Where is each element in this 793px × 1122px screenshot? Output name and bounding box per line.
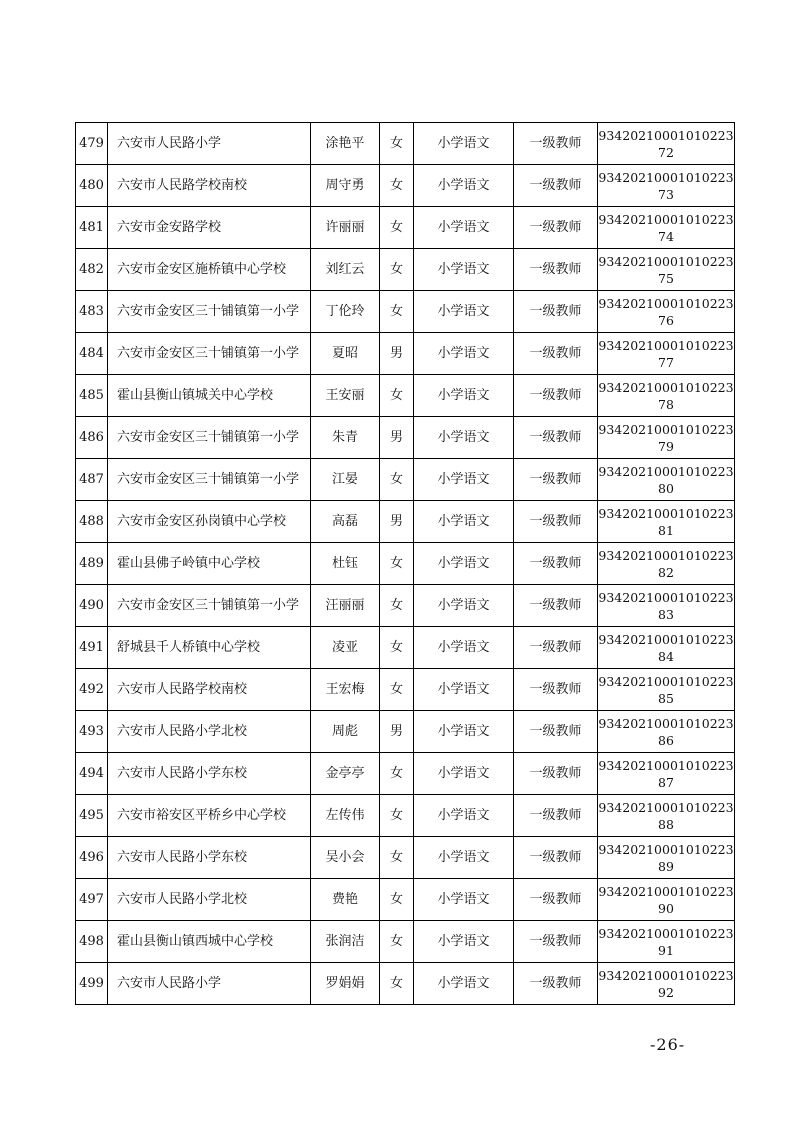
subject: 小学语文 [414, 669, 514, 711]
certificate-number-line2: 82 [658, 564, 674, 580]
table-row [76, 753, 735, 795]
subject: 小学语文 [414, 795, 514, 837]
certificate-number [598, 669, 735, 711]
certificate-number [598, 501, 735, 543]
table-row [76, 501, 735, 543]
table-row [76, 711, 735, 753]
certificate-number-line1: 93420210001010223 [598, 463, 734, 479]
table-row [76, 417, 735, 459]
gender: 男 [380, 501, 414, 543]
certificate-number [598, 165, 735, 207]
school-name: 霍山县衡山镇西城中心学校 [108, 921, 311, 963]
teacher-name: 凌亚 [311, 627, 380, 669]
table-row [76, 585, 735, 627]
professional-title: 一级教师 [514, 837, 598, 879]
teacher-name: 吴小会 [311, 837, 380, 879]
certificate-number-line1: 93420210001010223 [598, 925, 734, 941]
teacher-name: 刘红云 [311, 249, 380, 291]
teacher-name: 许丽丽 [311, 207, 380, 249]
professional-title: 一级教师 [514, 417, 598, 459]
table-row [76, 249, 735, 291]
certificate-number-line2: 87 [658, 774, 674, 790]
school-name: 六安市人民路小学北校 [108, 711, 311, 753]
gender: 女 [380, 627, 414, 669]
professional-title: 一级教师 [514, 585, 598, 627]
certificate-number [598, 711, 735, 753]
certificate-number-line2: 91 [658, 942, 674, 958]
professional-title: 一级教师 [514, 501, 598, 543]
teacher-name: 汪丽丽 [311, 585, 380, 627]
professional-title: 一级教师 [514, 123, 598, 165]
teacher-name: 周守勇 [311, 165, 380, 207]
subject: 小学语文 [414, 837, 514, 879]
row-number: 497 [76, 879, 108, 921]
subject: 小学语文 [414, 501, 514, 543]
certificate-number-line2: 75 [658, 270, 674, 286]
gender: 女 [380, 249, 414, 291]
certificate-number [598, 333, 735, 375]
subject: 小学语文 [414, 207, 514, 249]
table-row [76, 123, 735, 165]
school-name: 六安市金安区三十铺镇第一小学 [108, 291, 311, 333]
gender: 女 [380, 207, 414, 249]
table-row [76, 543, 735, 585]
certificate-number-line2: 89 [658, 858, 674, 874]
professional-title: 一级教师 [514, 375, 598, 417]
row-number: 499 [76, 963, 108, 1005]
table-row [76, 291, 735, 333]
school-name: 六安市金安区三十铺镇第一小学 [108, 417, 311, 459]
certificate-number-line2: 84 [658, 648, 674, 664]
teacher-name: 朱青 [311, 417, 380, 459]
certificate-number [598, 249, 735, 291]
school-name: 六安市金安路学校 [108, 207, 311, 249]
school-name: 六安市金安区施桥镇中心学校 [108, 249, 311, 291]
school-name: 六安市人民路学校南校 [108, 669, 311, 711]
professional-title: 一级教师 [514, 291, 598, 333]
professional-title: 一级教师 [514, 753, 598, 795]
table-row [76, 627, 735, 669]
row-number: 480 [76, 165, 108, 207]
certificate-number-line2: 92 [658, 984, 674, 1000]
certificate-number-line1: 93420210001010223 [598, 673, 734, 689]
professional-title: 一级教师 [514, 207, 598, 249]
row-number: 483 [76, 291, 108, 333]
professional-title: 一级教师 [514, 879, 598, 921]
certificate-number-line2: 76 [658, 312, 674, 328]
subject: 小学语文 [414, 249, 514, 291]
professional-title: 一级教师 [514, 963, 598, 1005]
certificate-number-line1: 93420210001010223 [598, 169, 734, 185]
row-number: 488 [76, 501, 108, 543]
certificate-number-line1: 93420210001010223 [598, 379, 734, 395]
certificate-number [598, 291, 735, 333]
certificate-number-line2: 88 [658, 816, 674, 832]
school-name: 霍山县佛子岭镇中心学校 [108, 543, 311, 585]
school-name: 霍山县衡山镇城关中心学校 [108, 375, 311, 417]
gender: 女 [380, 753, 414, 795]
certificate-number-line1: 93420210001010223 [598, 799, 734, 815]
certificate-number [598, 879, 735, 921]
gender: 女 [380, 921, 414, 963]
certificate-number-line1: 93420210001010223 [598, 211, 734, 227]
teacher-name: 王宏梅 [311, 669, 380, 711]
teacher-name: 杜钰 [311, 543, 380, 585]
teacher-name: 高磊 [311, 501, 380, 543]
subject: 小学语文 [414, 921, 514, 963]
teacher-name: 江晏 [311, 459, 380, 501]
table-row [76, 207, 735, 249]
subject: 小学语文 [414, 753, 514, 795]
row-number: 491 [76, 627, 108, 669]
certificate-number [598, 123, 735, 165]
gender: 男 [380, 333, 414, 375]
school-name: 六安市人民路小学东校 [108, 837, 311, 879]
certificate-number-line2: 86 [658, 732, 674, 748]
certificate-number [598, 375, 735, 417]
table-row [76, 165, 735, 207]
school-name: 舒城县千人桥镇中心学校 [108, 627, 311, 669]
school-name: 六安市人民路学校南校 [108, 165, 311, 207]
row-number: 490 [76, 585, 108, 627]
row-number: 482 [76, 249, 108, 291]
row-number: 495 [76, 795, 108, 837]
school-name: 六安市人民路小学东校 [108, 753, 311, 795]
certificate-number-line1: 93420210001010223 [598, 631, 734, 647]
roster-body [76, 123, 735, 1005]
gender: 女 [380, 585, 414, 627]
certificate-number [598, 417, 735, 459]
subject: 小学语文 [414, 459, 514, 501]
teacher-roster-table [75, 122, 735, 1005]
professional-title: 一级教师 [514, 333, 598, 375]
professional-title: 一级教师 [514, 459, 598, 501]
gender: 女 [380, 165, 414, 207]
table-row [76, 837, 735, 879]
teacher-name: 金亭亭 [311, 753, 380, 795]
certificate-number-line1: 93420210001010223 [598, 757, 734, 773]
row-number: 498 [76, 921, 108, 963]
subject: 小学语文 [414, 375, 514, 417]
certificate-number-line2: 73 [658, 186, 674, 202]
gender: 女 [380, 963, 414, 1005]
gender: 女 [380, 543, 414, 585]
gender: 女 [380, 795, 414, 837]
school-name: 六安市人民路小学北校 [108, 879, 311, 921]
row-number: 479 [76, 123, 108, 165]
row-number: 494 [76, 753, 108, 795]
subject: 小学语文 [414, 123, 514, 165]
certificate-number-line1: 93420210001010223 [598, 589, 734, 605]
certificate-number-line2: 81 [658, 522, 674, 538]
teacher-name: 夏昭 [311, 333, 380, 375]
gender: 女 [380, 459, 414, 501]
row-number: 492 [76, 669, 108, 711]
school-name: 六安市金安区三十铺镇第一小学 [108, 333, 311, 375]
teacher-name: 罗娟娟 [311, 963, 380, 1005]
school-name: 六安市金安区三十铺镇第一小学 [108, 585, 311, 627]
gender: 男 [380, 711, 414, 753]
certificate-number [598, 921, 735, 963]
certificate-number [598, 543, 735, 585]
certificate-number-line2: 85 [658, 690, 674, 706]
gender: 女 [380, 123, 414, 165]
gender: 女 [380, 879, 414, 921]
professional-title: 一级教师 [514, 249, 598, 291]
gender: 女 [380, 291, 414, 333]
certificate-number-line1: 93420210001010223 [598, 547, 734, 563]
table-row [76, 333, 735, 375]
row-number: 486 [76, 417, 108, 459]
gender: 男 [380, 417, 414, 459]
subject: 小学语文 [414, 165, 514, 207]
certificate-number-line1: 93420210001010223 [598, 295, 734, 311]
subject: 小学语文 [414, 543, 514, 585]
table-row [76, 459, 735, 501]
subject: 小学语文 [414, 417, 514, 459]
certificate-number-line1: 93420210001010223 [598, 253, 734, 269]
certificate-number [598, 207, 735, 249]
certificate-number-line1: 93420210001010223 [598, 841, 734, 857]
teacher-name: 王安丽 [311, 375, 380, 417]
certificate-number-line1: 93420210001010223 [598, 127, 734, 143]
school-name: 六安市金安区三十铺镇第一小学 [108, 459, 311, 501]
teacher-name: 涂艳平 [311, 123, 380, 165]
certificate-number-line2: 78 [658, 396, 674, 412]
certificate-number-line1: 93420210001010223 [598, 421, 734, 437]
certificate-number-line2: 90 [658, 900, 674, 916]
table-row [76, 921, 735, 963]
professional-title: 一级教师 [514, 795, 598, 837]
certificate-number-line2: 77 [658, 354, 674, 370]
school-name: 六安市裕安区平桥乡中心学校 [108, 795, 311, 837]
certificate-number-line1: 93420210001010223 [598, 883, 734, 899]
certificate-number-line2: 79 [658, 438, 674, 454]
professional-title: 一级教师 [514, 921, 598, 963]
row-number: 487 [76, 459, 108, 501]
gender: 女 [380, 837, 414, 879]
subject: 小学语文 [414, 291, 514, 333]
certificate-number [598, 459, 735, 501]
subject: 小学语文 [414, 711, 514, 753]
table-row [76, 795, 735, 837]
professional-title: 一级教师 [514, 627, 598, 669]
certificate-number-line1: 93420210001010223 [598, 505, 734, 521]
subject: 小学语文 [414, 627, 514, 669]
row-number: 493 [76, 711, 108, 753]
certificate-number-line2: 72 [658, 144, 674, 160]
subject: 小学语文 [414, 963, 514, 1005]
certificate-number [598, 795, 735, 837]
professional-title: 一级教师 [514, 669, 598, 711]
table-row [76, 669, 735, 711]
certificate-number-line1: 93420210001010223 [598, 715, 734, 731]
certificate-number [598, 963, 735, 1005]
subject: 小学语文 [414, 879, 514, 921]
subject: 小学语文 [414, 585, 514, 627]
page-number: -26- [650, 1035, 686, 1054]
row-number: 489 [76, 543, 108, 585]
gender: 女 [380, 375, 414, 417]
row-number: 484 [76, 333, 108, 375]
gender: 女 [380, 669, 414, 711]
teacher-name: 费艳 [311, 879, 380, 921]
certificate-number-line1: 93420210001010223 [598, 337, 734, 353]
certificate-number [598, 837, 735, 879]
subject: 小学语文 [414, 333, 514, 375]
table-row [76, 375, 735, 417]
certificate-number-line2: 83 [658, 606, 674, 622]
school-name: 六安市人民路小学 [108, 123, 311, 165]
professional-title: 一级教师 [514, 165, 598, 207]
row-number: 485 [76, 375, 108, 417]
table-row [76, 879, 735, 921]
teacher-name: 周彪 [311, 711, 380, 753]
row-number: 481 [76, 207, 108, 249]
certificate-number [598, 585, 735, 627]
professional-title: 一级教师 [514, 543, 598, 585]
school-name: 六安市人民路小学 [108, 963, 311, 1005]
certificate-number-line2: 74 [658, 228, 674, 244]
school-name: 六安市金安区孙岗镇中心学校 [108, 501, 311, 543]
teacher-name: 左传伟 [311, 795, 380, 837]
certificate-number [598, 753, 735, 795]
table-row [76, 963, 735, 1005]
row-number: 496 [76, 837, 108, 879]
certificate-number-line2: 80 [658, 480, 674, 496]
certificate-number [598, 627, 735, 669]
professional-title: 一级教师 [514, 711, 598, 753]
teacher-name: 张润洁 [311, 921, 380, 963]
certificate-number-line1: 93420210001010223 [598, 967, 734, 983]
teacher-name: 丁伦玲 [311, 291, 380, 333]
